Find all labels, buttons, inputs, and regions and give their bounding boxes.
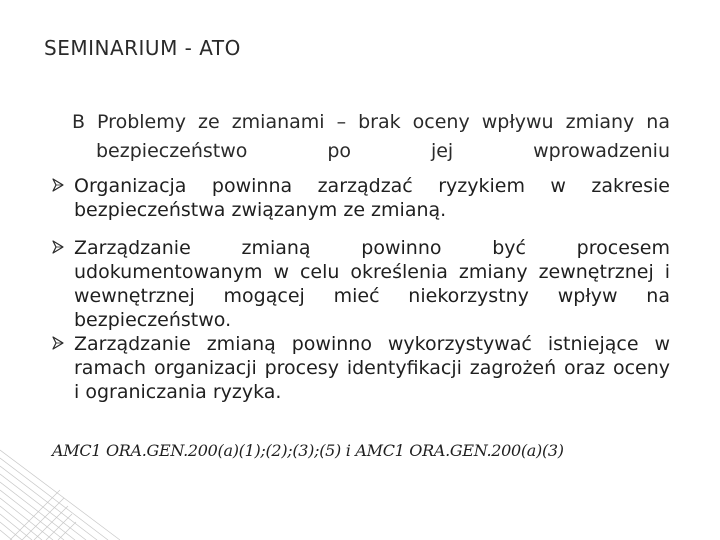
arrowhead-bullet-icon [52, 240, 64, 254]
regulation-reference: AMC1 ORA.GEN.200(a)(1);(2);(3);(5) i AMC1 ORA.GEN.200(a)(3) [52, 441, 564, 460]
bullet-text: Organizacja powinna zarządzać ryzykiem w zakresie bezpieczeństwa związanym ze zmianą. [74, 175, 670, 221]
arrowhead-bullet-icon [52, 178, 64, 192]
corner-line-decoration [0, 430, 120, 540]
bullet-item [52, 236, 670, 332]
bullet-item [52, 174, 670, 222]
slide-subtitle: B Problemy ze zmianami – brak oceny wpływu zmiany na bezpieczeństwo po jej wprowadzeniu [72, 111, 670, 162]
slide-title: SEMINARIUM - ATO [44, 36, 241, 60]
arrowhead-bullet-icon [52, 336, 64, 350]
bullet-text: Zarządzanie zmianą powinno być procesem udokumentowanym w celu określenia zmiany zewnętrznej i wewnętrznej mogącej mieć niekorzystny wpływ na bezpieczeństwo. [74, 237, 670, 331]
bullet-item [52, 332, 670, 404]
bullet-list [52, 174, 670, 404]
bullet-text: Zarządzanie zmianą powinno wykorzystywać istniejące w ramach organizacji procesy identyfikacji zagrożeń oraz oceny i ograniczania ryzyka. [74, 333, 670, 403]
